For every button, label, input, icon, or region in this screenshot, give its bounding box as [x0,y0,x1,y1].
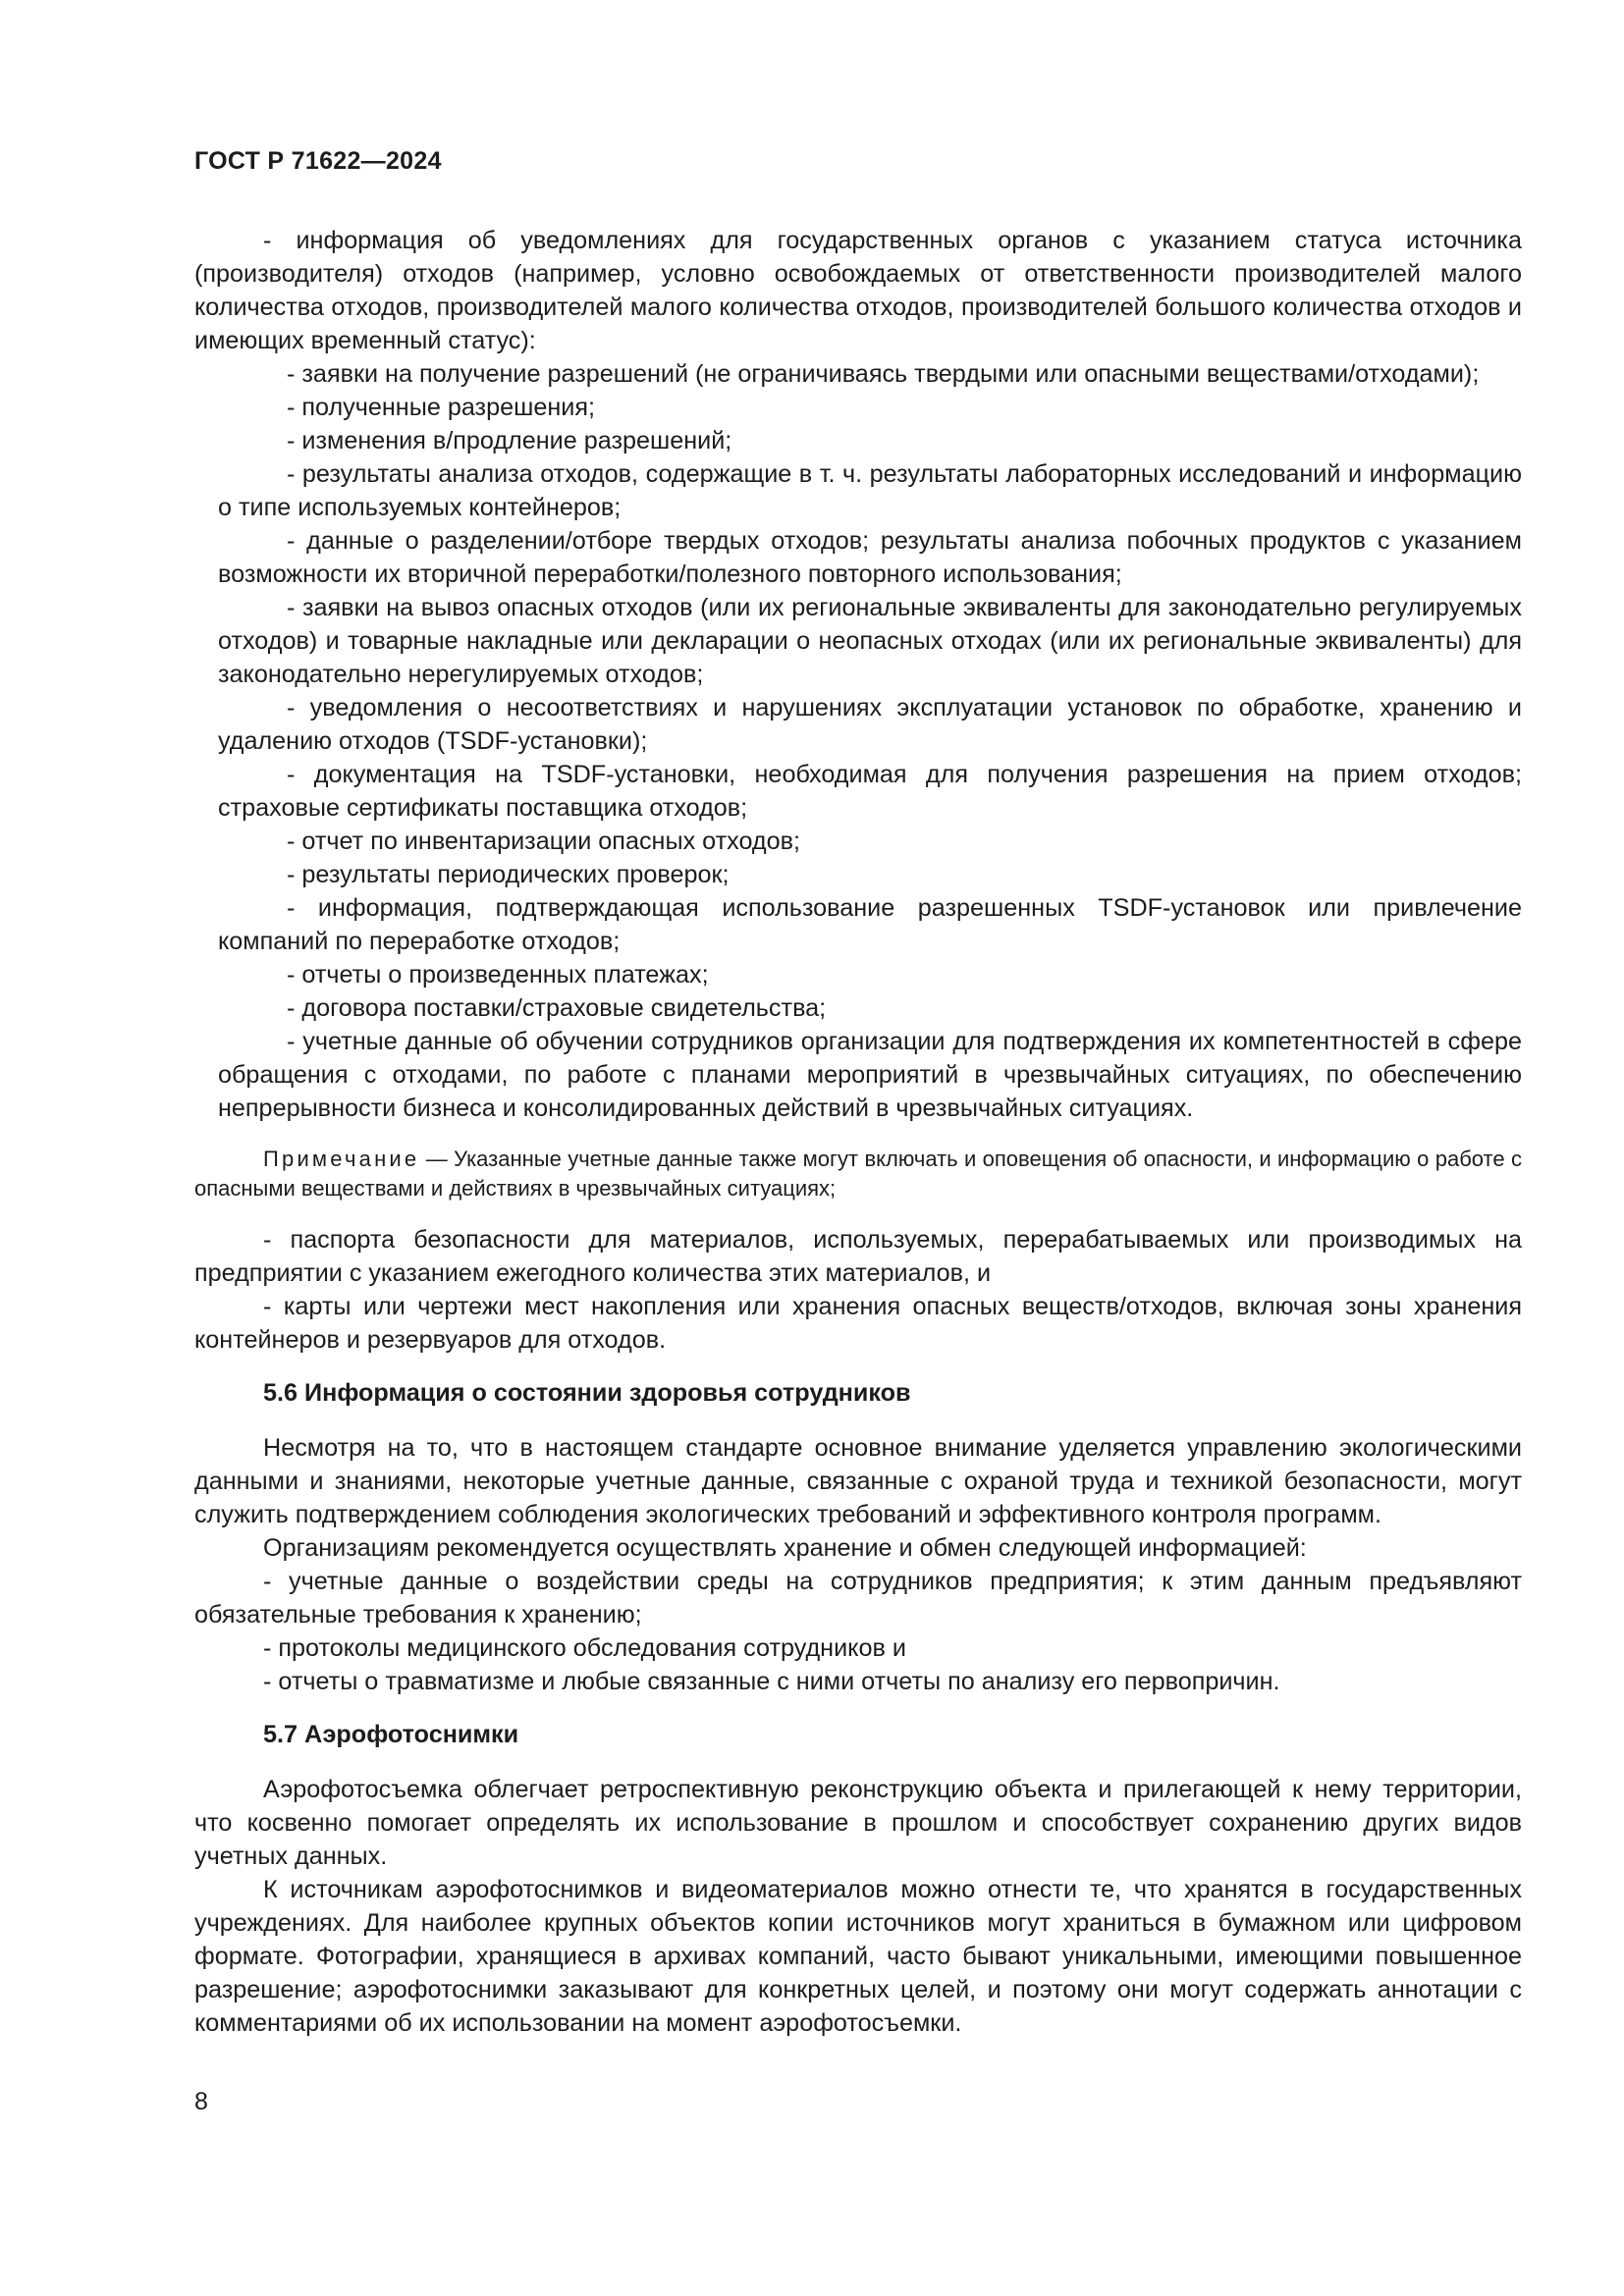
paragraph: Организациям рекомендуется осуществлять хранение и обмен следующей информацией: [263,1534,1307,1562]
paragraph: Несмотря на то, что в настоящем стандарте основное внимание уделяется управлению экологическими данными и знаниями, некоторые учетные данные, связанные с охраной труда и техникой безопасности, могут служить подтверждением соблюдения экологических требований и эффективного контроля программ. [194,1434,1522,1528]
list-item: - изменения в/продление разрешений; [287,427,732,454]
page-number: 8 [194,2088,208,2115]
paragraph: К источникам аэрофотоснимков и видеоматериалов можно отнести те, что хранятся в государственных учреждениях. Для наиболее крупных объектов копии источников могут храниться в бумажном или цифровом формате. Фотографии, хранящиеся в архивах компаний, часто бывают уникальными, имеющими повышенное разрешение; аэрофотоснимки заказывают для конкретных целей, и поэтому они могут содержать аннотации с комментариями об их использовании на момент аэрофотосъемки. [194,1876,1522,2037]
list-item: - результаты периодических проверок; [287,861,730,888]
document-header: ГОСТ Р 71622—2024 [194,147,442,175]
list-item: - учетные данные о воздействии среды на сотрудников предприятия; к этим данным предъявляют обязательные требования к хранению; [194,1568,1522,1629]
list-item: - паспорта безопасности для материалов, используемых, перерабатываемых или производимых на предприятии с указанием ежегодного количества этих материалов, и [194,1226,1522,1287]
list-item: - документация на TSDF-установки, необходимая для получения разрешения на прием отходов; страховые сертификаты поставщика отходов; [218,761,1522,822]
list-item: - отчеты о травматизме и любые связанные с ними отчеты по анализу его первопричин. [263,1668,1280,1695]
list-item: - уведомления о несоответствиях и нарушениях эксплуатации установок по обработке, хранению и удалению отходов (TSDF-установки); [218,694,1522,755]
list-item: - заявки на получение разрешений (не ограничиваясь твердыми или опасными веществами/отходами); [287,360,1480,388]
note-label: Примечание [263,1147,420,1171]
list-item: - информация об уведомлениях для государственных органов с указанием статуса источника (производителя) отходов (например, условно освобождаемых от ответственности производителей малого количества отходов, производителей малого количества отходов, производителей большого количества отходов и имеющих временный статус): [194,227,1522,354]
list-item: - договора поставки/страховые свидетельства; [287,994,827,1022]
list-item: - заявки на вывоз опасных отходов (или их региональные эквиваленты для законодательно регулируемых отходов) и товарные накладные или декларации о неопасных отходах (или их региональные эквиваленты) для законодательно нерегулируемых отходов; [218,594,1522,688]
list-item: - информация, подтверждающая использование разрешенных TSDF-установок или привлечение компаний по переработке отходов; [218,894,1522,955]
list-item: - учетные данные об обучении сотрудников организации для подтверждения их компетентностей в сфере обращения с отходами, по работе с планами мероприятий в чрезвычайных ситуациях, по обеспечению непрерывности бизнеса и консолидированных действий в чрезвычайных ситуациях. [218,1028,1522,1122]
list-item: - отчет по инвентаризации опасных отходов; [287,828,800,855]
list-item: - отчеты о произведенных платежах; [287,961,709,988]
section-title-5-6: 5.6 Информация о состоянии здоровья сотрудников [263,1379,911,1407]
paragraph: Аэрофотосъемка облегчает ретроспективную реконструкцию объекта и прилегающей к нему территории, что косвенно помогает определять их использование в прошлом и способствует сохранению других видов учетных данных. [194,1776,1522,1870]
note [194,1145,1522,1203]
list-item: - данные о разделении/отборе твердых отходов; результаты анализа побочных продуктов с указанием возможности их вторичной переработки/полезного повторного использования; [218,527,1522,588]
list-item: - протоколы медицинского обследования сотрудников и [263,1634,906,1662]
page-content [194,224,1522,2040]
list-item: - карты или чертежи мест накопления или хранения опасных веществ/отходов, включая зоны хранения контейнеров и резервуаров для отходов. [194,1293,1522,1354]
list-item: - результаты анализа отходов, содержащие в т. ч. результаты лабораторных исследований и информацию о типе используемых контейнеров; [218,460,1522,521]
section-title-5-7: 5.7 Аэрофотоснимки [263,1721,519,1748]
note-text: — Указанные учетные данные также могут включать и оповещения об опасности, и информацию о работе с опасными веществами и действиях в чрезвычайных ситуациях; [194,1147,1522,1201]
list-item: - полученные разрешения; [287,394,595,421]
